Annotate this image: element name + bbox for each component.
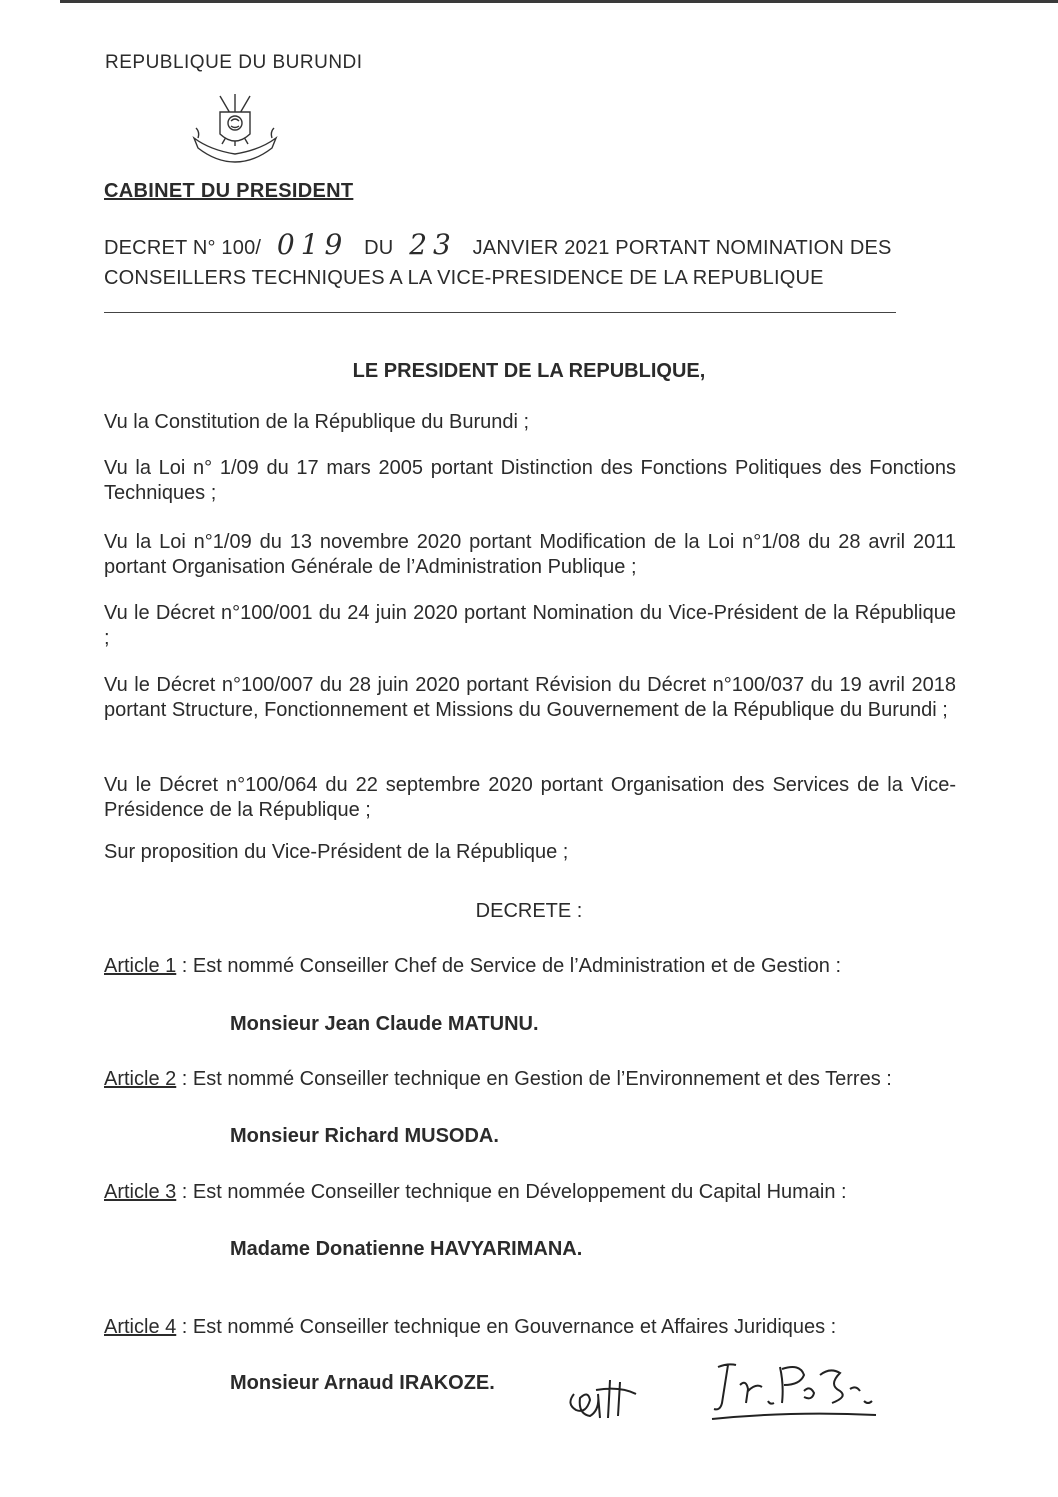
article-4 — [104, 1316, 964, 1339]
coat-of-arms-emblem — [190, 92, 280, 172]
cabinet-header: CABINET DU PRESIDENT — [104, 180, 354, 202]
consideration-1: Vu la Constitution de la République du Burundi ; — [104, 411, 530, 433]
article-2 — [104, 1068, 964, 1091]
consideration-6: Vu le Décret n°100/064 du 22 septembre 2020 portant Organisation des Services de la Vice-Présidence de la République ; — [104, 774, 956, 821]
decree-title-line1: JANVIER 2021 PORTANT NOMINATION DES — [472, 237, 892, 259]
consideration-5: Vu le Décret n°100/007 du 28 juin 2020 portant Révision du Décret n°100/037 du 19 avril 2018 portant Structure, Fonctionnement et Missions du Gouvernement de la République du Burundi ; — [104, 674, 956, 721]
consideration-2: Vu la Loi n° 1/09 du 17 mars 2005 portant Distinction des Fonctions Politiques des Fonctions Techniques ; — [104, 457, 956, 504]
scan-edge-line — [60, 0, 1058, 3]
republic-header: REPUBLIQUE DU BURUNDI — [105, 52, 363, 73]
decree-prefix: DECRET N° 100/ — [104, 237, 262, 259]
consideration-7: Sur proposition du Vice-Président de la République ; — [104, 841, 569, 863]
consideration-4: Vu le Décret n°100/001 du 24 juin 2020 portant Nomination du Vice-Président de la République ; — [104, 602, 956, 649]
decree-du: DU — [364, 237, 394, 259]
article-3 — [104, 1181, 964, 1204]
article-1 — [104, 955, 964, 978]
appointee-3: Madame Donatienne HAVYARIMANA. — [230, 1238, 583, 1260]
article-label: Article 4 — [104, 1316, 177, 1338]
article-text: : Est nommé Conseiller technique en Gouvernance et Affaires Juridiques : — [176, 1316, 837, 1338]
article-label: Article 2 — [104, 1068, 177, 1090]
article-text: : Est nommé Conseiller Chef de Service de l’Administration et de Gestion : — [176, 955, 841, 977]
article-text: : Est nommé Conseiller technique en Gestion de l’Environnement et des Terres : — [176, 1068, 892, 1090]
article-label: Article 3 — [104, 1181, 177, 1203]
article-text: : Est nommée Conseiller technique en Développement du Capital Humain : — [176, 1181, 847, 1203]
appointee-1: Monsieur Jean Claude MATUNU. — [230, 1013, 539, 1035]
decree-title — [104, 230, 964, 293]
decree-title-line2: CONSEILLERS TECHNIQUES A LA VICE-PRESIDENCE DE LA REPUBLIQUE — [104, 267, 824, 289]
handwritten-signature — [700, 1345, 900, 1430]
consideration-3: Vu la Loi n°1/09 du 13 novembre 2020 portant Modification de la Loi n°1/08 du 28 avril 2011 portant Organisation Générale de l’Administration Publique ; — [104, 531, 956, 578]
article-label: Article 1 — [104, 955, 177, 977]
decree-number-handwritten: 019 — [276, 228, 349, 261]
title-separator — [104, 312, 896, 313]
appointee-4: Monsieur Arnaud IRAKOZE. — [230, 1372, 495, 1394]
appointee-2: Monsieur Richard MUSODA. — [230, 1125, 499, 1147]
decree-day-handwritten: 23 — [409, 228, 457, 261]
initials-signature — [560, 1360, 650, 1430]
president-heading: LE PRESIDENT DE LA REPUBLIQUE, — [352, 360, 706, 382]
decrete-heading: DECRETE : — [475, 900, 583, 922]
